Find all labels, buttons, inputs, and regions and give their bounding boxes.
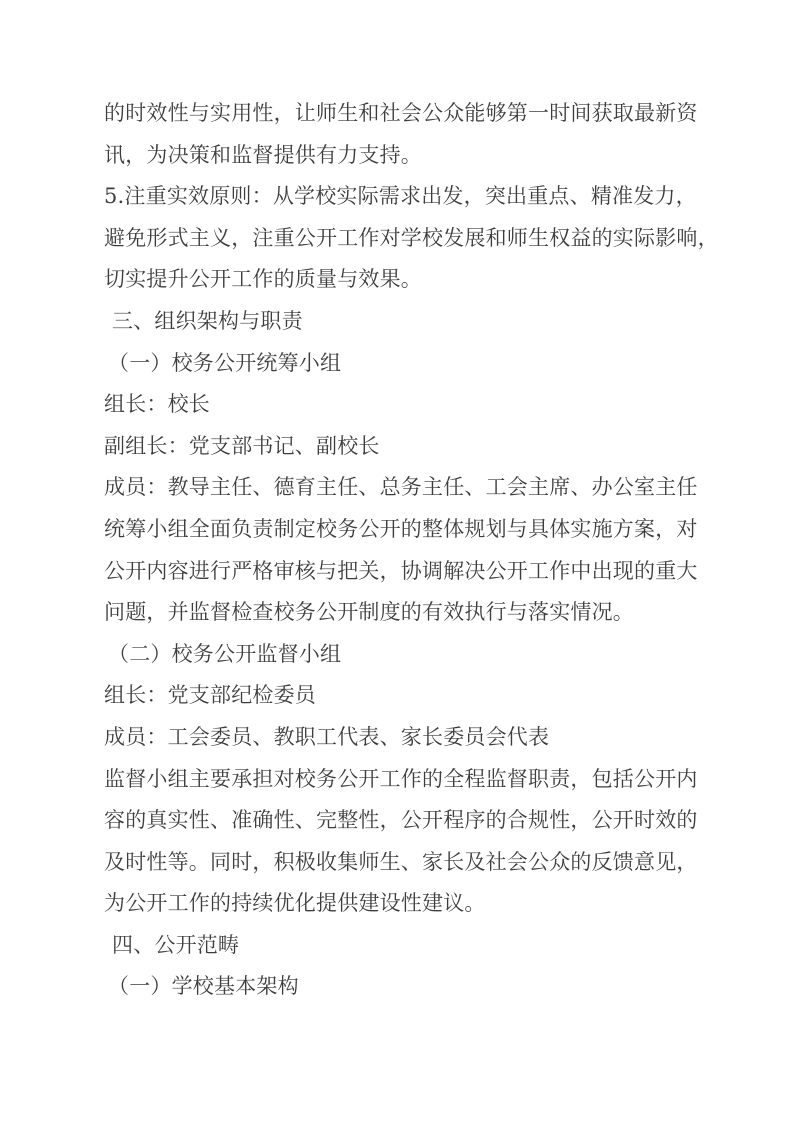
text-line: 监督小组主要承担对校务公开工作的全程监督职责，包括公开内 bbox=[104, 766, 698, 791]
text-line: 容的真实性、准确性、完整性，公开程序的合规性，公开时效的 bbox=[104, 808, 698, 833]
text-line: 成员：工会委员、教职工代表、家长委员会代表 bbox=[104, 724, 550, 749]
document-text bbox=[104, 93, 719, 1008]
text-line: （二）校务公开监督小组 bbox=[108, 641, 342, 666]
text-line: 组长：校长 bbox=[104, 392, 210, 417]
text-line: 切实提升公开工作的质量与效果。 bbox=[104, 267, 422, 292]
text-line: 及时性等。同时，积极收集师生、家长及社会公众的反馈意见， bbox=[104, 849, 698, 874]
text-line: 避免形式主义，注重公开工作对学校发展和师生权益的实际影响， bbox=[104, 225, 719, 250]
text-line: 成员：教导主任、德育主任、总务主任、工会主席、办公室主任 bbox=[104, 475, 698, 500]
text-line: 问题，并监督检查校务公开制度的有效执行与落实情况。 bbox=[104, 600, 634, 625]
text-line: 讯，为决策和监督提供有力支持。 bbox=[104, 142, 422, 167]
text-line: 5.注重实效原则：从学校实际需求出发，突出重点、精准发力， bbox=[104, 184, 697, 209]
text-line: 三、组织架构与职责 bbox=[112, 308, 303, 333]
text-line: 统筹小组全面负责制定校务公开的整体规划与具体实施方案，对 bbox=[104, 516, 698, 541]
text-line: （一）校务公开统筹小组 bbox=[108, 350, 342, 375]
text-line: 副组长：党支部书记、副校长 bbox=[104, 433, 380, 458]
text-line: （一）学校基本架构 bbox=[108, 974, 299, 999]
text-line: 四、公开范畴 bbox=[112, 932, 240, 957]
text-line: 组长：党支部纪检委员 bbox=[104, 683, 316, 708]
text-line: 为公开工作的持续优化提供建设性建议。 bbox=[104, 891, 486, 916]
text-line: 的时效性与实用性，让师生和社会公众能够第一时间获取最新资 bbox=[104, 101, 698, 125]
text-line: 公开内容进行严格审核与把关，协调解决公开工作中出现的重大 bbox=[104, 558, 698, 583]
